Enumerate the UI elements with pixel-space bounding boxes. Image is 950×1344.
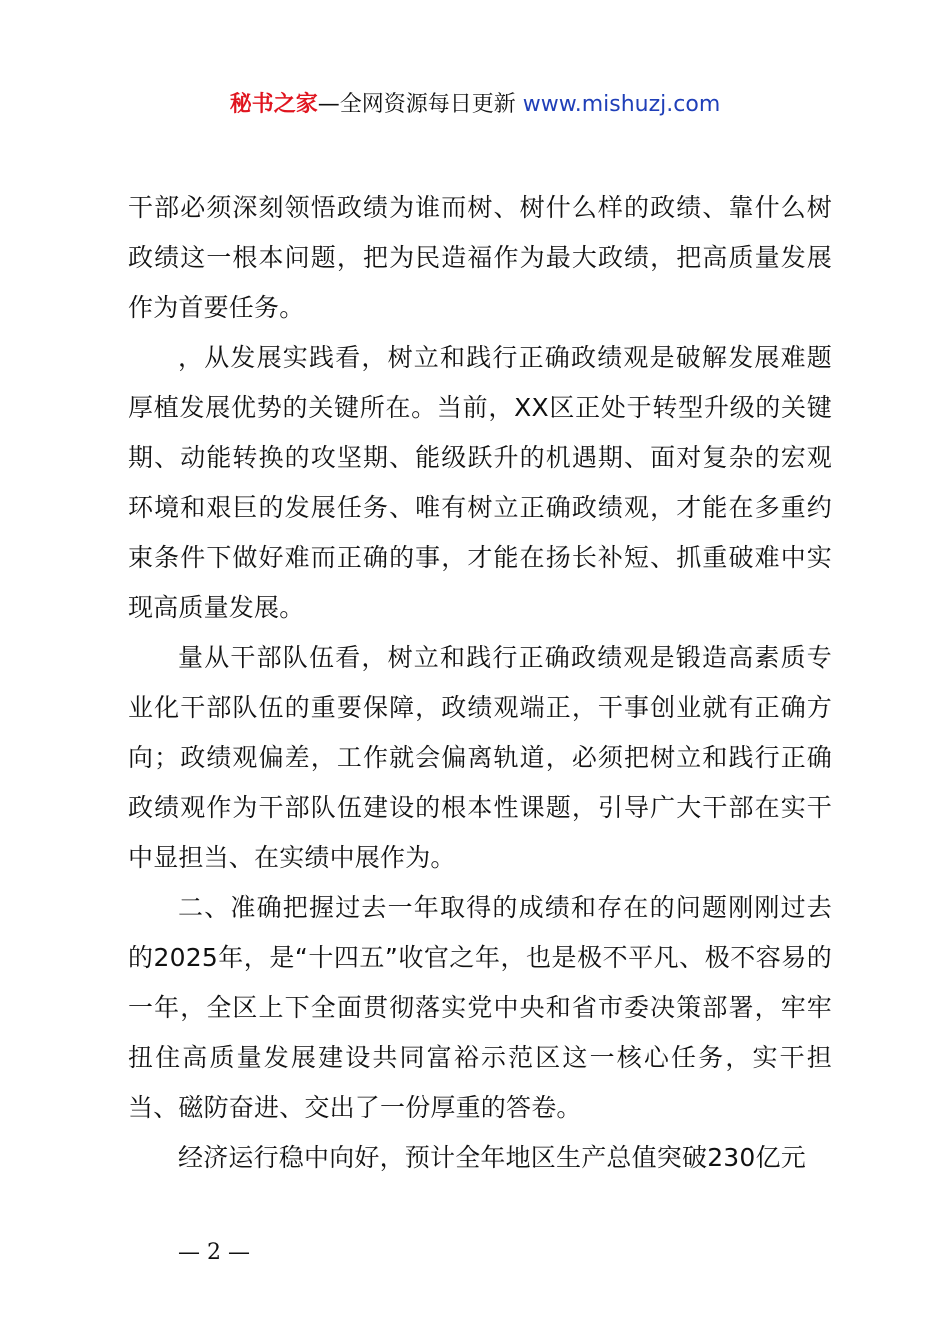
paragraph-5: 经济运行稳中向好，预计全年地区生产总值突破230亿元 <box>178 1143 806 1172</box>
header-url-link[interactable]: www.mishuzj.com <box>522 92 721 117</box>
document-body <box>128 183 832 1183</box>
paragraph-4: 二、准确把握过去一年取得的成绩和存在的问题刚刚过去的2025年，是“十四五”收官之年，也是极不平凡、极不容易的一年，全区上下全面贯彻落实党中央和省市委决策部署，牢牢扭住高质量发展建设共同富裕示范区这一核心任务，实干担当、磁防奋进、交出了一份厚重的答卷。 <box>128 893 832 1122</box>
brand-name: 秘书之家 <box>229 92 318 117</box>
paragraph-2: ，从发展实践看，树立和践行正确政绩观是破解发展难题厚植发展优势的关键所在。当前，XX区正处于转型升级的关键期、动能转换的攻坚期、能级跃升的机遇期、面对复杂的宏观环境和艰巨的发展任务、唯有树立正确政绩观，才能在多重约束条件下做好难而正确的事，才能在扬长补短、抓重破难中实现高质量发展。 <box>128 343 832 622</box>
page-header <box>0 88 950 122</box>
header-tagline: —全网资源每日更新 <box>317 92 523 117</box>
paragraph-1: 干部必须深刻领悟政绩为谁而树、树什么样的政绩、靠什么树政绩这一根本问题，把为民造福作为最大政绩，把高质量发展作为首要任务。 <box>128 193 832 322</box>
paragraph-3: 量从干部队伍看，树立和践行正确政绩观是锻造高素质专业化干部队伍的重要保障，政绩观端正，干事创业就有正确方向；政绩观偏差，工作就会偏离轨道，必须把树立和践行正确政绩观作为干部队伍建设的根本性课题，引导广大干部在实干中显担当、在实绩中展作为。 <box>128 643 832 872</box>
page-number: — 2 — <box>178 1240 250 1265</box>
